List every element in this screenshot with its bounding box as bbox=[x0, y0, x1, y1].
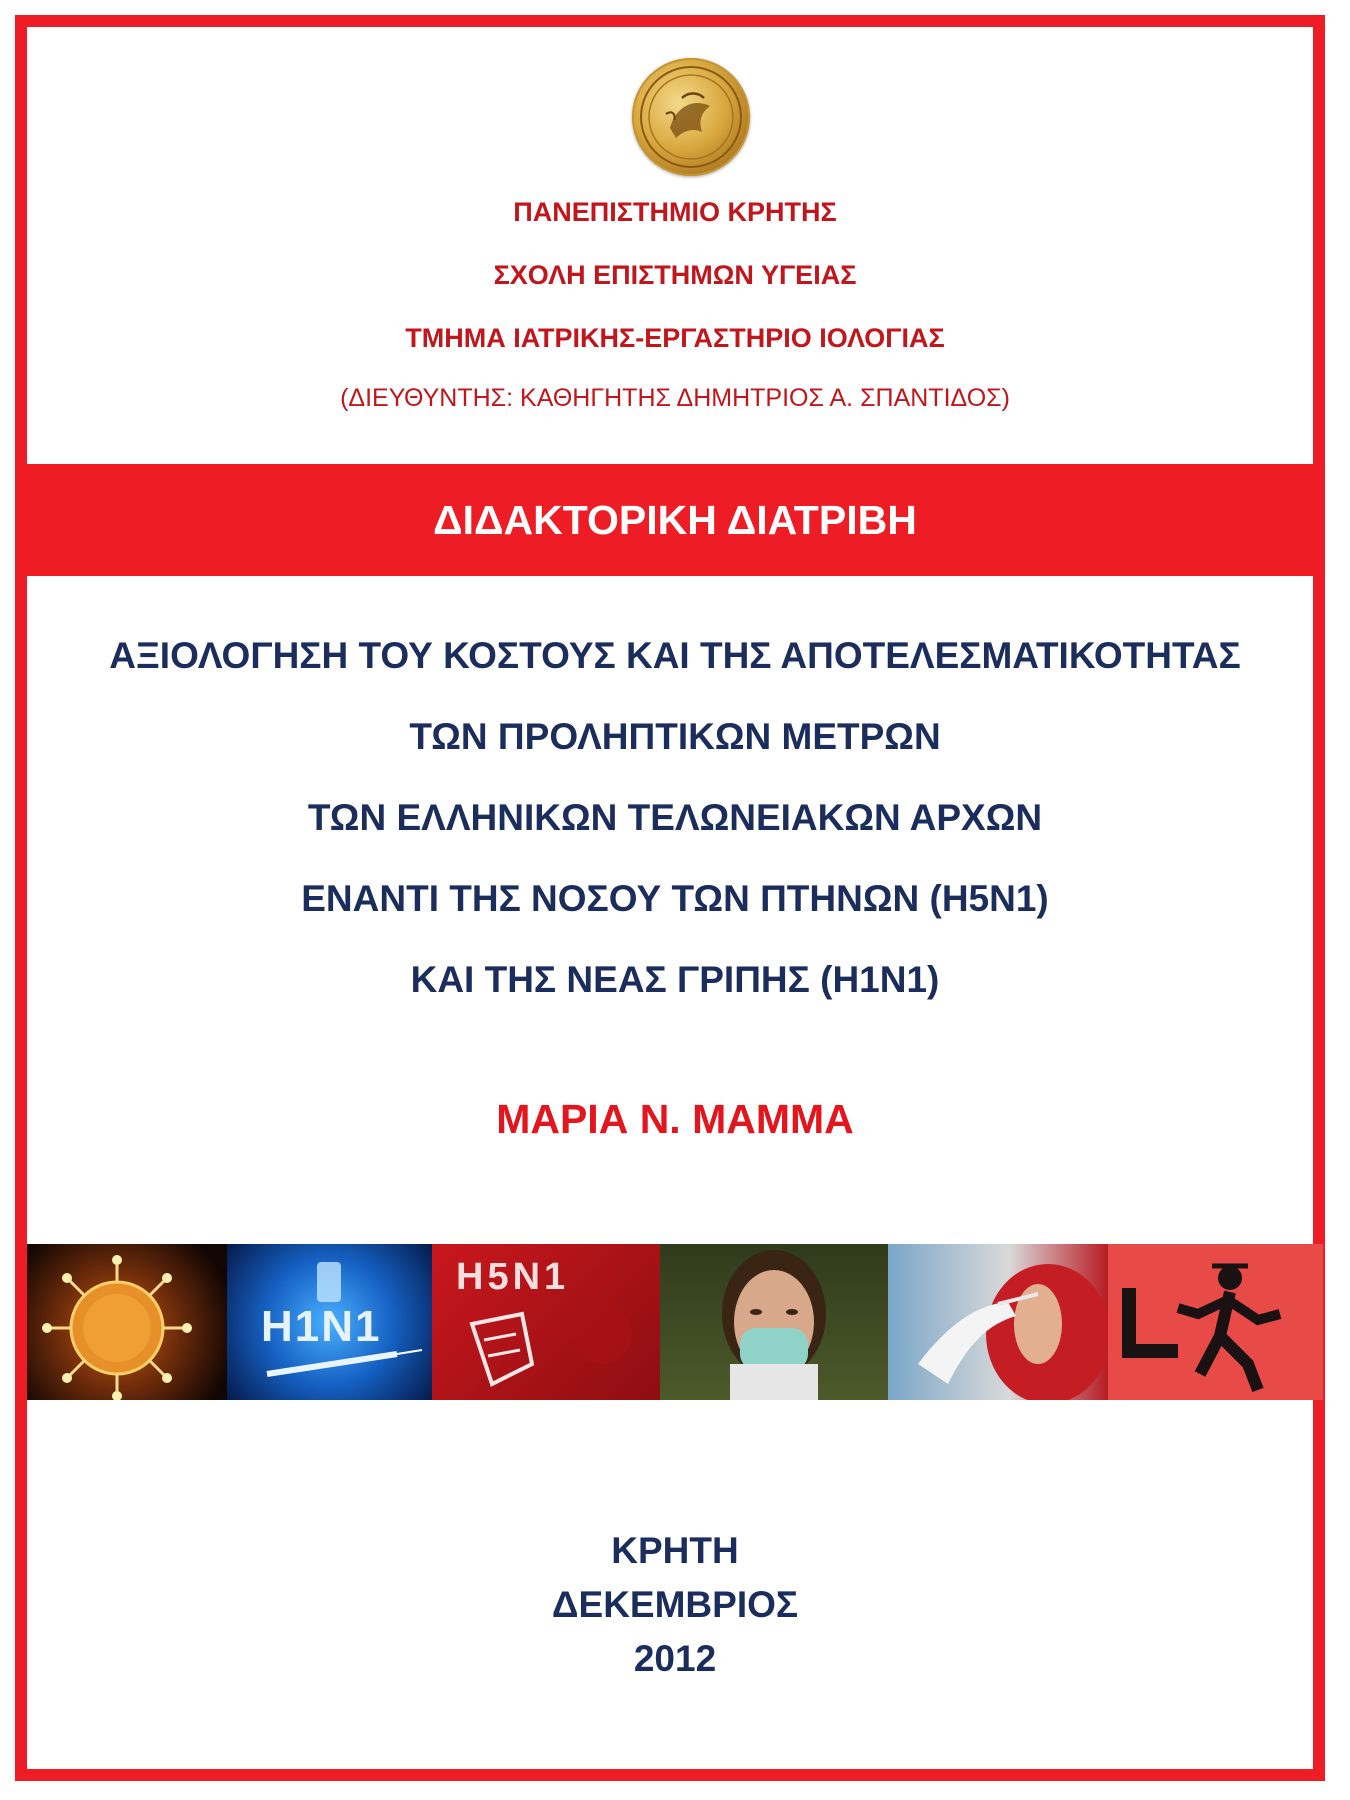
thesis-title-line-2: ΤΩΝ ΠΡΟΛΗΠΤΙΚΩΝ ΜΕΤΡΩΝ bbox=[409, 716, 941, 757]
document-type-title: ΔΙΔΑΚΤΟΡΙΚΗ ΔΙΑΤΡΙΒΗ bbox=[433, 496, 917, 543]
pedestrian-sign-icon bbox=[1108, 1244, 1323, 1400]
author-name: ΜΑΡΙΑ Ν. ΜΑΜΜΑ bbox=[496, 1096, 854, 1142]
thesis-title-line-4: ΕΝΑΝΤΙ ΤΗΣ ΝΟΣΟΥ ΤΩΝ ΠΤΗΝΩΝ (H5N1) bbox=[301, 878, 1049, 919]
year: 2012 bbox=[633, 1638, 717, 1679]
thesis-title-line-5: ΚΑΙ ΤΗΣ ΝΕΑΣ ΓΡΙΠΗΣ (H1N1) bbox=[410, 959, 940, 1000]
h1n1-image bbox=[227, 1244, 432, 1400]
h5n1-image bbox=[432, 1244, 660, 1400]
thesis-title-line-3: ΤΩΝ ΕΛΛΗΝΙΚΩΝ ΤΕΛΩΝΕΙΑΚΩΝ ΑΡΧΩΝ bbox=[307, 797, 1043, 838]
h5n1-label: H5N1 bbox=[456, 1256, 570, 1298]
place: ΚΡΗΤΗ bbox=[611, 1530, 739, 1571]
document-type-band bbox=[27, 464, 1323, 576]
virus-image bbox=[27, 1244, 227, 1400]
image-strip bbox=[27, 1244, 1323, 1400]
vaccination-image bbox=[888, 1244, 1108, 1400]
thesis-title-line-1: ΑΞΙΟΛΟΓΗΣΗ ΤΟΥ ΚΟΣΤΟΥΣ ΚΑΙ ΤΗΣ ΑΠΟΤΕΛΕΣΜΑΤΙΚΟΤΗΤΑΣ bbox=[109, 635, 1241, 676]
h1n1-label: H1N1 bbox=[261, 1302, 382, 1351]
director-line: (ΔΙΕΥΘΥΝΤΗΣ: ΚΑΘΗΓΗΤΗΣ ΔΗΜΗΤΡΙΟΣ Α. ΣΠΑΝΤΙΔΟΣ) bbox=[340, 384, 1010, 412]
university-seal-icon bbox=[632, 58, 750, 176]
department-name: ΤΜΗΜΑ ΙΑΤΡΙΚΗΣ-ΕΡΓΑΣΤΗΡΙΟ ΙΟΛΟΓΙΑΣ bbox=[405, 323, 945, 353]
school-name: ΣΧΟΛΗ ΕΠΙΣΤΗΜΩΝ ΥΓΕΙΑΣ bbox=[493, 260, 857, 290]
month: ΔΕΚΕΜΒΡΙΟΣ bbox=[551, 1584, 799, 1625]
face-mask-image bbox=[660, 1244, 888, 1400]
university-name: ΠΑΝΕΠΙΣΤΗΜΙΟ ΚΡΗΤΗΣ bbox=[513, 197, 837, 227]
